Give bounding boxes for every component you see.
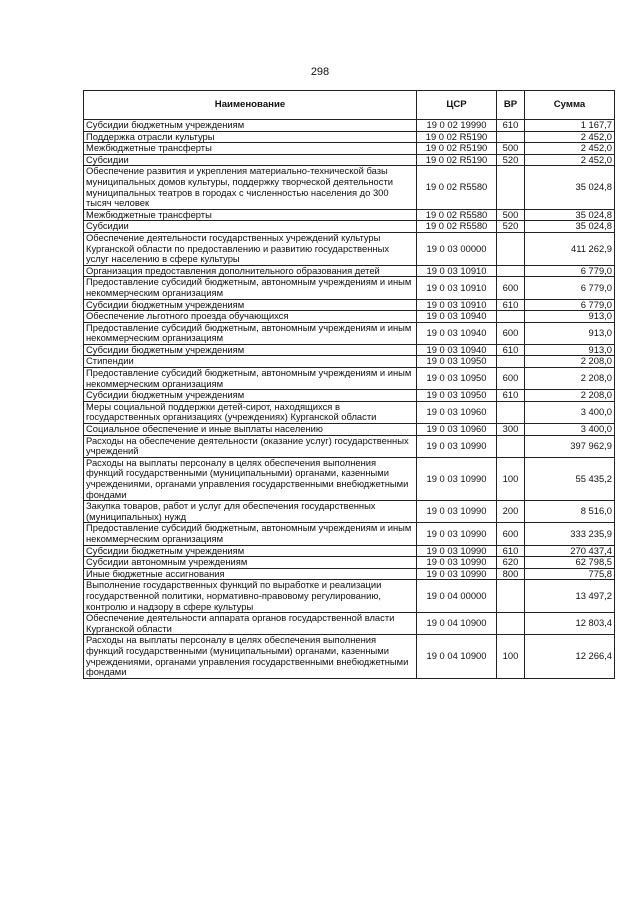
vr-cell <box>497 356 525 368</box>
name-cell: Предоставление субсидий бюджетным, автономным учреждениям и иным некоммерческим организациям <box>84 368 417 390</box>
sum-cell: 55 435,2 <box>525 457 615 500</box>
table-row <box>84 299 615 311</box>
vr-cell: 600 <box>497 322 525 344</box>
name-cell: Субсидии бюджетным учреждениям <box>84 344 417 356</box>
vr-cell <box>497 580 525 613</box>
csr-cell: 19 0 03 10960 <box>417 424 497 436</box>
table-row <box>84 131 615 143</box>
csr-cell: 19 0 03 10990 <box>417 568 497 580</box>
sum-cell: 13 497,2 <box>525 580 615 613</box>
name-cell: Субсидии <box>84 221 417 233</box>
name-cell: Социальное обеспечение и иные выплаты населению <box>84 424 417 436</box>
header-sum: Сумма <box>525 91 615 120</box>
name-cell: Выполнение государственных функций по выработке и реализации государственной политики, нормативно-правовому регулированию, контролю и надзору в сфере культуры <box>84 580 417 613</box>
vr-cell <box>497 435 525 457</box>
vr-cell <box>497 166 525 209</box>
vr-cell <box>497 265 525 277</box>
vr-cell: 500 <box>497 209 525 221</box>
csr-cell: 19 0 03 00000 <box>417 232 497 265</box>
sum-cell: 333 235,9 <box>525 523 615 545</box>
csr-cell: 19 0 03 10950 <box>417 356 497 368</box>
csr-cell: 19 0 03 10960 <box>417 401 497 423</box>
table-row <box>84 523 615 545</box>
vr-cell: 600 <box>497 277 525 299</box>
sum-cell: 35 024,8 <box>525 166 615 209</box>
csr-cell: 19 0 03 10990 <box>417 545 497 557</box>
table-row <box>84 368 615 390</box>
table-row <box>84 613 615 635</box>
sum-cell: 411 262,9 <box>525 232 615 265</box>
vr-cell: 100 <box>497 635 525 678</box>
table-body <box>84 120 615 679</box>
vr-cell: 620 <box>497 557 525 569</box>
sum-cell: 35 024,8 <box>525 209 615 221</box>
csr-cell: 19 0 03 10910 <box>417 299 497 311</box>
table-row <box>84 435 615 457</box>
table-row <box>84 545 615 557</box>
name-cell: Субсидии <box>84 154 417 166</box>
table-row <box>84 265 615 277</box>
csr-cell: 19 0 03 10940 <box>417 344 497 356</box>
sum-cell: 1 167,7 <box>525 120 615 132</box>
csr-cell: 19 0 04 10900 <box>417 635 497 678</box>
csr-cell: 19 0 04 10900 <box>417 613 497 635</box>
sum-cell: 913,0 <box>525 344 615 356</box>
csr-cell: 19 0 03 10990 <box>417 557 497 569</box>
vr-cell: 200 <box>497 501 525 523</box>
name-cell: Обеспечение льготного проезда обучающихся <box>84 311 417 323</box>
table-row <box>84 457 615 500</box>
table-row <box>84 401 615 423</box>
name-cell: Предоставление субсидий бюджетным, автономным учреждениям и иным некоммерческим организациям <box>84 277 417 299</box>
name-cell: Поддержка отрасли культуры <box>84 131 417 143</box>
table-row <box>84 166 615 209</box>
sum-cell: 3 400,0 <box>525 401 615 423</box>
sum-cell: 62 798,5 <box>525 557 615 569</box>
csr-cell: 19 0 04 00000 <box>417 580 497 613</box>
vr-cell: 610 <box>497 344 525 356</box>
table-header <box>84 91 615 120</box>
table-row <box>84 154 615 166</box>
vr-cell <box>497 232 525 265</box>
csr-cell: 19 0 03 10990 <box>417 501 497 523</box>
csr-cell: 19 0 02 R5580 <box>417 221 497 233</box>
vr-cell: 520 <box>497 221 525 233</box>
name-cell: Межбюджетные трансферты <box>84 209 417 221</box>
vr-cell: 100 <box>497 457 525 500</box>
sum-cell: 6 779,0 <box>525 265 615 277</box>
sum-cell: 270 437,4 <box>525 545 615 557</box>
table-row <box>84 209 615 221</box>
table-row <box>84 143 615 155</box>
sum-cell: 6 779,0 <box>525 299 615 311</box>
vr-cell: 600 <box>497 368 525 390</box>
sum-cell: 913,0 <box>525 322 615 344</box>
csr-cell: 19 0 02 R5190 <box>417 131 497 143</box>
name-cell: Расходы на выплаты персоналу в целях обеспечения выполнения функций государственными (муниципальными) органами, казенными учреждениями, органами управления государственными внебюджетными фондами <box>84 635 417 678</box>
header-csr: ЦСР <box>417 91 497 120</box>
name-cell: Субсидии бюджетным учреждениям <box>84 390 417 402</box>
name-cell: Субсидии бюджетным учреждениям <box>84 120 417 132</box>
csr-cell: 19 0 03 10910 <box>417 277 497 299</box>
vr-cell: 300 <box>497 424 525 436</box>
table-row <box>84 344 615 356</box>
sum-cell: 12 803,4 <box>525 613 615 635</box>
table-row <box>84 356 615 368</box>
vr-cell: 800 <box>497 568 525 580</box>
sum-cell: 2 208,0 <box>525 390 615 402</box>
table-row <box>84 568 615 580</box>
table-row <box>84 424 615 436</box>
sum-cell: 2 452,0 <box>525 143 615 155</box>
csr-cell: 19 0 03 10990 <box>417 435 497 457</box>
vr-cell <box>497 131 525 143</box>
csr-cell: 19 0 03 10990 <box>417 523 497 545</box>
vr-cell: 600 <box>497 523 525 545</box>
name-cell: Стипендии <box>84 356 417 368</box>
csr-cell: 19 0 02 R5190 <box>417 154 497 166</box>
vr-cell <box>497 401 525 423</box>
vr-cell: 520 <box>497 154 525 166</box>
csr-cell: 19 0 02 R5190 <box>417 143 497 155</box>
name-cell: Обеспечение деятельности аппарата органов государственной власти Курганской области <box>84 613 417 635</box>
name-cell: Предоставление субсидий бюджетным, автономным учреждениям и иным некоммерческим организациям <box>84 322 417 344</box>
sum-cell: 12 266,4 <box>525 635 615 678</box>
header-vr: ВР <box>497 91 525 120</box>
header-row <box>84 91 615 120</box>
name-cell: Организация предоставления дополнительного образования детей <box>84 265 417 277</box>
name-cell: Расходы на выплаты персоналу в целях обеспечения выполнения функций государственными (муниципальными) органами, казенными учреждениями, органами управления государственными внебюджетными фондами <box>84 457 417 500</box>
vr-cell: 610 <box>497 545 525 557</box>
name-cell: Расходы на обеспечение деятельности (оказание услуг) государственных учреждений <box>84 435 417 457</box>
table-row <box>84 221 615 233</box>
vr-cell: 610 <box>497 120 525 132</box>
name-cell: Предоставление субсидий бюджетным, автономным учреждениям и иным некоммерческим организациям <box>84 523 417 545</box>
name-cell: Иные бюджетные ассигнования <box>84 568 417 580</box>
sum-cell: 35 024,8 <box>525 221 615 233</box>
table-row <box>84 322 615 344</box>
table-row <box>84 232 615 265</box>
csr-cell: 19 0 03 10910 <box>417 265 497 277</box>
table-row <box>84 390 615 402</box>
name-cell: Обеспечение развития и укрепления материально-технической базы муниципальных домов культуры, поддержку творческой деятельности муниципальных театров в городах с численностью населения до 300 тысяч человек <box>84 166 417 209</box>
table-row <box>84 557 615 569</box>
header-name: Наименование <box>84 91 417 120</box>
sum-cell: 2 208,0 <box>525 368 615 390</box>
vr-cell: 610 <box>497 299 525 311</box>
name-cell: Субсидии автономным учреждениям <box>84 557 417 569</box>
budget-table <box>83 90 615 679</box>
csr-cell: 19 0 03 10940 <box>417 322 497 344</box>
sum-cell: 913,0 <box>525 311 615 323</box>
name-cell: Обеспечение деятельности государственных учреждений культуры Курганской области по предоставлению и развитию государственных услуг населению в сфере культуры <box>84 232 417 265</box>
csr-cell: 19 0 02 19990 <box>417 120 497 132</box>
csr-cell: 19 0 02 R5580 <box>417 166 497 209</box>
name-cell: Субсидии бюджетным учреждениям <box>84 299 417 311</box>
vr-cell: 500 <box>497 143 525 155</box>
sum-cell: 2 452,0 <box>525 154 615 166</box>
vr-cell <box>497 613 525 635</box>
page-number: 298 <box>310 66 330 78</box>
table-row <box>84 501 615 523</box>
name-cell: Межбюджетные трансферты <box>84 143 417 155</box>
sum-cell: 8 516,0 <box>525 501 615 523</box>
name-cell: Меры социальной поддержки детей-сирот, находящихся в государственных организациях (учреждениях) Курганской области <box>84 401 417 423</box>
sum-cell: 2 208,0 <box>525 356 615 368</box>
csr-cell: 19 0 03 10990 <box>417 457 497 500</box>
name-cell: Закупка товаров, работ и услуг для обеспечения государственных (муниципальных) нужд <box>84 501 417 523</box>
table-row <box>84 311 615 323</box>
csr-cell: 19 0 03 10950 <box>417 390 497 402</box>
name-cell: Субсидии бюджетным учреждениям <box>84 545 417 557</box>
vr-cell <box>497 311 525 323</box>
sum-cell: 775,8 <box>525 568 615 580</box>
vr-cell: 610 <box>497 390 525 402</box>
table-row <box>84 277 615 299</box>
sum-cell: 6 779,0 <box>525 277 615 299</box>
table-row <box>84 580 615 613</box>
csr-cell: 19 0 03 10940 <box>417 311 497 323</box>
csr-cell: 19 0 02 R5580 <box>417 209 497 221</box>
sum-cell: 3 400,0 <box>525 424 615 436</box>
sum-cell: 397 962,9 <box>525 435 615 457</box>
csr-cell: 19 0 03 10950 <box>417 368 497 390</box>
table-row <box>84 635 615 678</box>
table-row <box>84 120 615 132</box>
sum-cell: 2 452,0 <box>525 131 615 143</box>
